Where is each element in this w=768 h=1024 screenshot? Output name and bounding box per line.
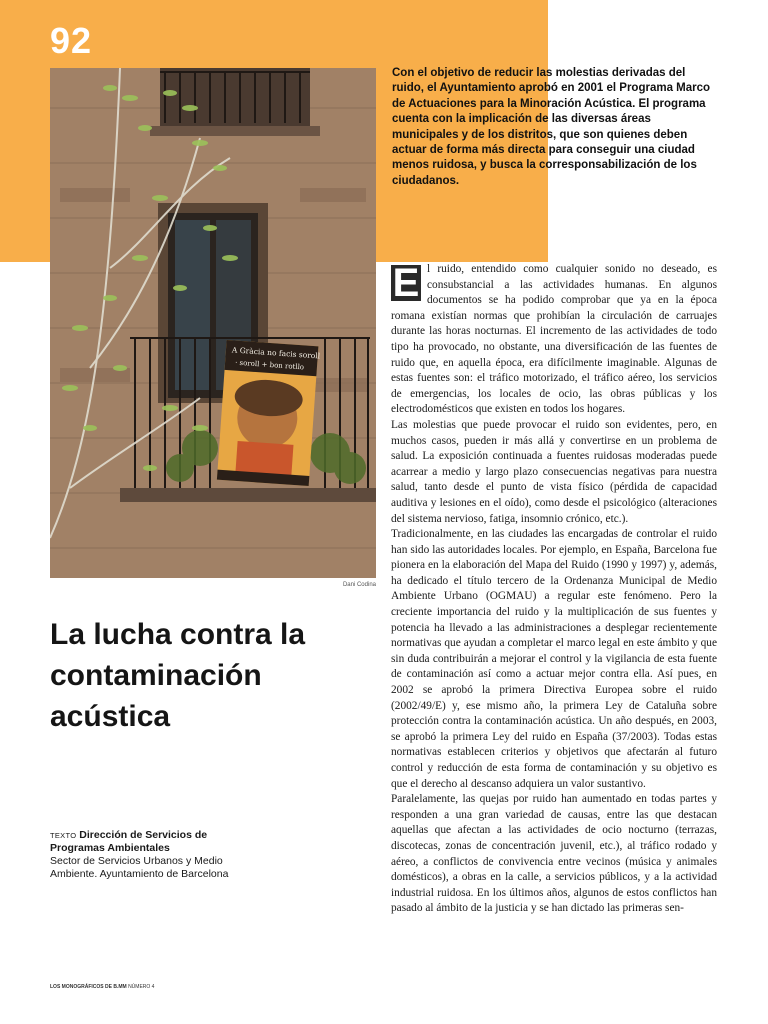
banner-text-2: · soroll + bon rotllo — [234, 358, 305, 372]
photo-credit: Dani Codina — [342, 582, 376, 588]
article-photo — [50, 68, 376, 578]
body-paragraph: Las molestias que puede provocar el ruido son evidentes, pero, en muchos casos, pueden ir más allá y convertirse en un problema de salud. La exposición continuada a fuentes ruidosas moderadas puede acarrear a medio y largo plazo consecuencias negativas para nuestra salud, tanto desde el punto de vista físico (pérdida de capacidad auditiva y lesiones en el oído), como desde el psicológico (alteraciones del sistema nervioso, fatiga, insomnio crónico, etc.). — [391, 418, 717, 525]
page-footer — [50, 984, 154, 990]
footer-issue: NÚMERO 4 — [128, 984, 155, 990]
article-body — [391, 262, 717, 917]
byline-label: TEXTO — [50, 831, 77, 840]
footer-publication: LOS MONOGRÁFICOS DE B.MM — [50, 984, 127, 990]
drop-cap: E — [392, 261, 420, 305]
byline-author: Dirección de Servicios de Programas Ambientales — [50, 829, 208, 854]
body-paragraph: l ruido, entendido como cualquier sonido no deseado, es consubstancial a las actividades humanas. En algunos documentos se ha podido comprobar que ya en la época romana existían normas que prohibían la circulación de carruajes durante las horas nocturnas. El incremento de las actividades de todo tipo ha provocado, no obstante, una diversificación de las fuentes de ruido que, en aquella época, era difícilmente imaginable. Algunas de estas fuentes son: el tráfico motorizado, el tráfico aéreo, los servicios de emergencias, los locales de ocio, las obras públicas y los electrodomésticos que existen en todos los hogares. — [391, 263, 717, 416]
page-number: 92 — [50, 20, 93, 61]
byline-affiliation: Sector de Servicios Urbanos y Medio Ambiente. Ayuntamiento de Barcelona — [50, 855, 229, 880]
article-title: La lucha contra la contaminación acústica — [50, 618, 306, 733]
body-paragraph: Tradicionalmente, en las ciudades las encargadas de controlar el ruido han sido las autoridades locales. Por ejemplo, en España, Barcelona fue pionera en la elaboración del Mapa del Ruido (1990 y 1997) y, además, ha dedicado el título tercero de la Ordenanza Municipal de Medio Ambiente Urbano (OGMAU) a regular este fenómeno. Pero la creciente importancia del ruido y la multiplicación de sus fuentes y potencia ha llevado a las administraciones a desplegar recientemente normativas que ayudan a completar el marco legal en este ámbito y que sin duda contribuirán a mejorar el control y la vigilancia de esta fuente de contaminación así como a actuar mejor contra ella. Así pues, en 2002 se aprobó la primera Directiva Europea sobre el ruido (2002/49/E) y, ese mismo año, la primera Ley de Cataluña sobre protección contra la contaminación acústica. Un año después, en 2003, se aprobó la primera Ley del ruido en España (37/2003). Todas estas normativas establecen criterios y objetivos que afectarán al futuro control y reducción de esta forma de contaminación y su objetivo es que el derecho al descanso adquiera un valor sustantivo. — [391, 528, 717, 790]
body-paragraph: Paralelamente, las quejas por ruido han aumentado en todas partes y responden a una gran variedad de causas, entre las que destacan aquellas que afectan a las actividades de ocio nocturno (terrazas, discotecas, zonas de concentración juvenil, etc.), al tráfico rodado y aéreo, a conflictos de convivencia entre vecinos (música y animales domésticos), a obras en la calle, a servicios públicos, y a la actividad industrial ruidosa. En los últimos años, algunos de estos conflictos han pasado al ámbito de la justicia y se han dictado las primeras sen- — [391, 793, 717, 915]
article-intro: Con el objetivo de reducir las molestias derivadas del ruido, el Ayuntamiento aprobó en 2001 el Programa Marco de Actuaciones para la Minoración Acústica. El programa cuenta con la implicación de las diversas áreas municipales y de los distritos, que son quienes deben actuar de forma más directa para conseguir una ciudad menos ruidosa, y busca la corresponsabilización de los ciudadanos. — [392, 67, 711, 187]
byline — [50, 829, 250, 881]
banner-text: A Gràcia no facis soroll — [231, 345, 321, 361]
